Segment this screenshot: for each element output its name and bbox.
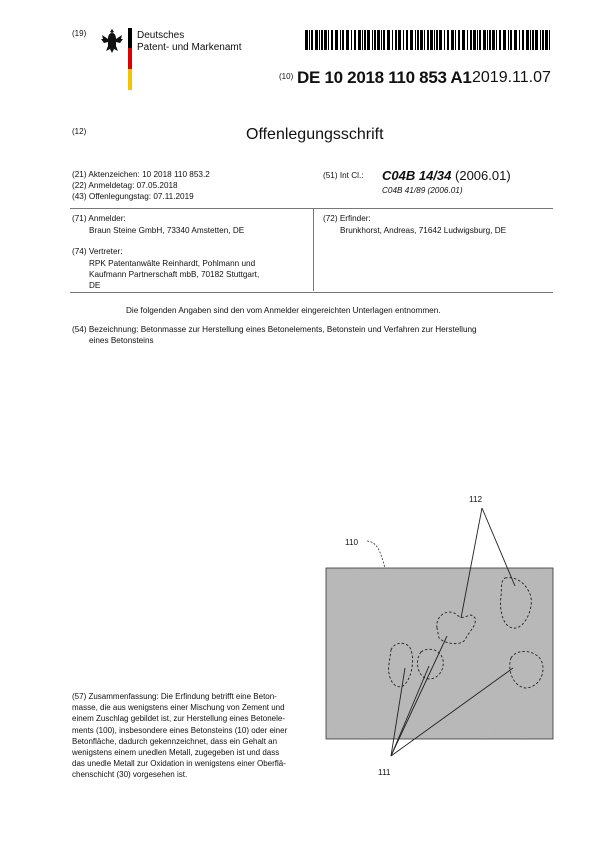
publication-number: DE 10 2018 110 853 A1 xyxy=(297,68,472,87)
barcode-bar xyxy=(545,30,548,50)
barcode-bar xyxy=(383,30,385,50)
barcode-bar xyxy=(351,30,352,50)
representative-label: (74) Vertreter: xyxy=(72,247,123,256)
barcode-bar xyxy=(530,30,531,50)
int-cl-main-year: (2006.01) xyxy=(455,168,511,183)
flag-bar xyxy=(128,28,132,90)
inventor-label: (72) Erfinder: xyxy=(323,214,371,223)
barcode-bar xyxy=(499,30,501,50)
divider-top xyxy=(70,208,553,209)
barcode-bar xyxy=(406,30,408,50)
barcode-bar xyxy=(430,30,433,50)
document-type-title: Offenlegungsschrift xyxy=(246,126,384,143)
federal-eagle-logo xyxy=(99,27,125,55)
barcode-bar xyxy=(483,30,486,50)
barcode-bar xyxy=(358,30,361,50)
office-name-line2: Patent- und Markenamt xyxy=(137,42,242,53)
flag-black xyxy=(128,28,132,48)
barcode-bar xyxy=(510,30,512,50)
figure-label-111: 111 xyxy=(378,768,391,777)
barcode-bar xyxy=(328,30,329,50)
barcode-bar xyxy=(305,30,308,50)
barcode-bar xyxy=(377,30,380,50)
abstract-line: wenigstens einem unedlen Metall, zugegeben ist und dass xyxy=(72,748,280,758)
barcode-bar xyxy=(335,30,338,50)
barcode-bar xyxy=(321,30,323,50)
barcode-bar xyxy=(367,30,370,50)
office-name-line1: Deutsches xyxy=(137,30,185,41)
publication-date: 2019.11.07 xyxy=(472,69,551,86)
barcode-bar xyxy=(451,30,454,50)
barcode-bar xyxy=(489,30,491,50)
code-19: (19) xyxy=(72,29,87,38)
applicant-notice: Die folgenden Angaben sind den vom Anmelder eingereichten Unterlagen entnommen. xyxy=(126,306,441,315)
barcode-bar xyxy=(455,30,456,50)
applicant-label: (71) Anmelder: xyxy=(72,214,126,223)
barcode-bar xyxy=(315,30,318,50)
barcode-bar xyxy=(374,30,376,50)
representative-line3: DE xyxy=(89,281,101,290)
party-column-divider xyxy=(313,208,314,291)
designation-line2: eines Betonsteins xyxy=(89,336,154,345)
barcode-bar xyxy=(487,30,488,50)
barcode-bar xyxy=(496,30,497,50)
barcode-bar xyxy=(492,30,495,50)
abstract-line: masse, die aus wenigstens einer Mischung von Zement und xyxy=(72,703,285,713)
barcode-bar xyxy=(540,30,541,50)
barcode-bar xyxy=(549,30,550,50)
abstract-line: ments (100), insbesondere eines Betonsteins (10) oder einer xyxy=(72,725,288,735)
barcode-bar xyxy=(372,30,373,50)
figure-drawing xyxy=(325,490,555,770)
barcode-bar xyxy=(436,30,438,50)
barcode-bar xyxy=(447,30,449,50)
barcode-bar xyxy=(434,30,435,50)
divider-bottom xyxy=(70,292,553,293)
int-cl-main-code: C04B 14/34 xyxy=(382,168,452,183)
designation-line1: (54) Bezeichnung: Betonmasse zur Herstellung eines Betonelements, Betonstein und Verfahren zur Herstellung xyxy=(72,325,477,334)
barcode-bar xyxy=(342,30,344,50)
abstract-line: Betonfläche, dadurch gekennzeichnet, dass ein Gehalt an xyxy=(72,736,278,746)
publication-day: (43) Offenlegungstag: 07.11.2019 xyxy=(72,192,194,201)
abstract-line: (57) Zusammenfassung: Die Erfindung betrifft eine Beton- xyxy=(72,692,277,701)
barcode-bar xyxy=(392,30,393,50)
inventor: Brunkhorst, Andreas, 71642 Ludwigsburg, DE xyxy=(340,226,507,235)
barcode-bar xyxy=(420,30,423,50)
int-cl-label: (51) Int Cl.: xyxy=(323,171,364,180)
barcode-bar xyxy=(311,30,313,50)
barcode-bar xyxy=(479,30,481,50)
barcode-bar xyxy=(395,30,397,50)
leader-110 xyxy=(367,541,385,568)
barcode-bar xyxy=(340,30,341,50)
barcode-bar xyxy=(542,30,544,50)
abstract-line: chenschicht (30) vorgesehen ist. xyxy=(72,770,188,780)
representative-line1: RPK Patentanwälte Reinhardt, Pohlmann und xyxy=(89,259,256,268)
barcode-bar xyxy=(415,30,416,50)
barcode-bar xyxy=(508,30,509,50)
barcode-bar xyxy=(362,30,363,50)
barcode-bar xyxy=(535,30,538,50)
barcode-bar xyxy=(417,30,419,50)
barcode-bar xyxy=(467,30,468,50)
abstract xyxy=(72,691,316,781)
barcode-bar xyxy=(514,30,517,50)
barcode xyxy=(305,30,551,50)
applicant: Braun Steine GmbH, 73340 Amstetten, DE xyxy=(89,226,245,235)
abstract-line: einem Zuschlag gebildet ist, zur Herstellung eines Betonele- xyxy=(72,714,286,724)
barcode-bar xyxy=(324,30,327,50)
barcode-bar xyxy=(319,30,320,50)
barcode-bar xyxy=(462,30,465,50)
barcode-bar xyxy=(364,30,366,50)
barcode-bar xyxy=(522,30,524,50)
flag-gold xyxy=(128,69,132,90)
figure-label-110: 110 xyxy=(345,538,359,547)
barcode-bar xyxy=(424,30,425,50)
barcode-bar xyxy=(532,30,534,50)
abstract-line: das unedle Metall zur Oxidation in wenigstens einer Oberflä- xyxy=(72,759,286,769)
barcode-bar xyxy=(458,30,460,50)
barcode-bar xyxy=(477,30,478,50)
barcode-bar xyxy=(387,30,390,50)
barcode-bar xyxy=(444,30,445,50)
barcode-bar xyxy=(503,30,506,50)
code-10: (10) xyxy=(279,72,294,81)
code-12: (12) xyxy=(72,127,87,136)
int-cl-secondary: C04B 41/89 (2006.01) xyxy=(382,186,463,195)
barcode-bar xyxy=(470,30,472,50)
barcode-bar xyxy=(427,30,429,50)
barcode-bar xyxy=(346,30,349,50)
int-cl-main xyxy=(382,168,511,183)
filing-date: (22) Anmeldetag: 07.05.2018 xyxy=(72,181,178,190)
barcode-bar xyxy=(526,30,529,50)
barcode-bar xyxy=(331,30,333,50)
figure-label-112: 112 xyxy=(469,495,483,504)
file-number: (21) Aktenzeichen: 10 2018 110 853.2 xyxy=(72,170,210,179)
barcode-bar xyxy=(309,30,310,50)
representative-line2: Kaufmann Partnerschaft mbB, 70182 Stuttgart, xyxy=(89,270,260,279)
barcode-bar xyxy=(398,30,401,50)
barcode-bar xyxy=(403,30,404,50)
barcode-bar xyxy=(473,30,476,50)
barcode-bar xyxy=(410,30,413,50)
barcode-bar xyxy=(381,30,382,50)
barcode-bar xyxy=(519,30,520,50)
barcode-bar xyxy=(354,30,356,50)
flag-red xyxy=(128,48,132,69)
barcode-bar xyxy=(439,30,442,50)
